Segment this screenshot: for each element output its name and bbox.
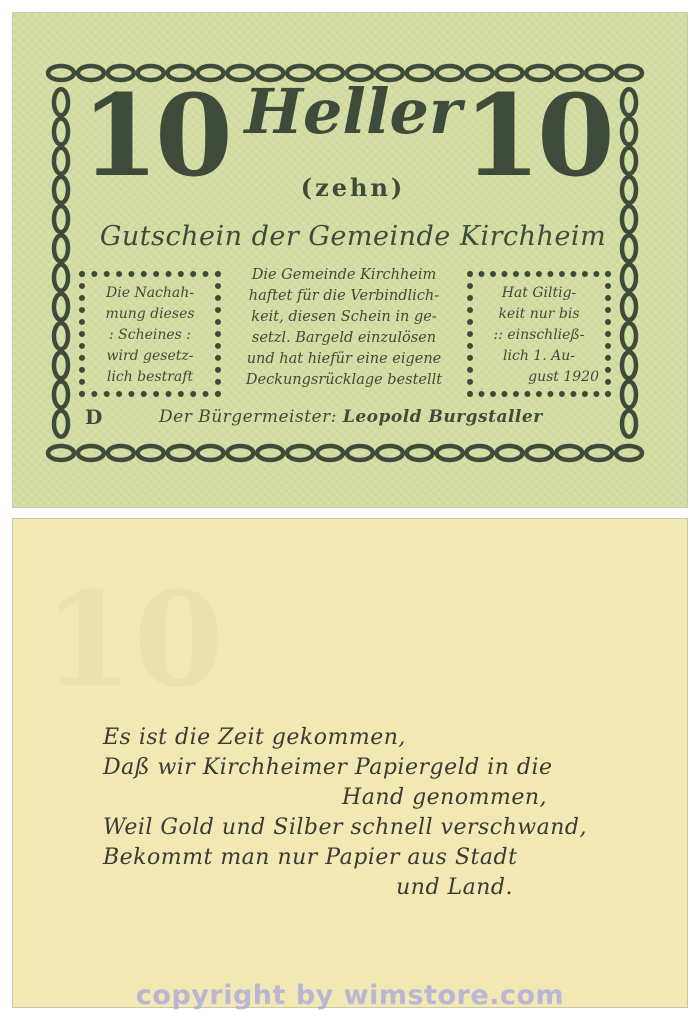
chain-link: [78, 446, 104, 460]
statement-line: Deckungsrücklage bestellt: [245, 372, 443, 388]
chain-link: [168, 446, 194, 460]
statement-line: haftet für die Verbindlich-: [248, 288, 440, 304]
chain-link: [54, 206, 68, 232]
chain-link: [317, 446, 343, 460]
chain-link: [616, 66, 642, 80]
statement-line: und hat hiefür eine eigene: [246, 351, 442, 367]
chain-link: [54, 411, 68, 437]
warning-line: : Scheines :: [108, 327, 192, 343]
show-through-ghost: 10: [43, 563, 224, 716]
poem-line: Es ist die Zeit gekommen,: [103, 725, 406, 750]
note-back: [12, 518, 688, 1008]
chain-link: [54, 89, 68, 115]
chain-link: [622, 352, 636, 378]
chain-link: [622, 118, 636, 144]
chain-link: [54, 352, 68, 378]
chain-link: [622, 382, 636, 408]
chain-link: [54, 382, 68, 408]
statement-line: keit, diesen Schein in ge-: [251, 309, 437, 325]
statement-line: Die Gemeinde Kirchheim: [251, 267, 437, 283]
warning-line: wird gesetz-: [106, 348, 194, 364]
warning-line: Die Nachah-: [106, 285, 194, 301]
chain-link: [257, 446, 283, 460]
chain-link: [377, 446, 403, 460]
chain-link: [622, 148, 636, 174]
chain-link: [54, 235, 68, 261]
liability-statement: [219, 263, 469, 405]
chain-link: [496, 446, 522, 460]
mayor-signature-line: [159, 407, 619, 427]
chain-link: [197, 446, 223, 460]
note-front: [12, 12, 688, 508]
chain-link: [54, 177, 68, 203]
chain-link: [622, 177, 636, 203]
chain-link: [54, 265, 68, 291]
poem-line: und Land.: [396, 875, 513, 900]
chain-link: [347, 446, 373, 460]
voucher-title: Gutschein der Gemeinde Kirchheim: [99, 221, 607, 252]
chain-link: [622, 323, 636, 349]
warning-line: lich bestraft: [106, 369, 194, 385]
chain-link: [54, 118, 68, 144]
chain-link: [407, 446, 433, 460]
copyright-watermark: copyright by wimstore.com: [135, 980, 565, 1011]
validity-line: gust 1920: [528, 369, 599, 385]
poem-line: Hand genommen,: [342, 785, 547, 810]
warning-line: mung dieses: [105, 306, 195, 322]
chain-link: [467, 446, 493, 460]
denomination-right: 10: [463, 71, 611, 202]
validity-line: lich 1. Au-: [503, 348, 575, 364]
currency-label: Heller: [244, 75, 462, 148]
chain-link: [54, 148, 68, 174]
chain-link: [287, 446, 313, 460]
chain-link: [108, 446, 134, 460]
chain-link: [54, 323, 68, 349]
chain-link: [616, 446, 642, 460]
poem-line: Bekommt man nur Papier aus Stadt: [103, 845, 518, 870]
chain-link: [54, 294, 68, 320]
chain-link: [437, 446, 463, 460]
chain-link: [622, 294, 636, 320]
validity-notice: [467, 271, 611, 397]
statement-line: setzl. Bargeld einzulösen: [251, 330, 437, 346]
validity-line: :: einschließ-: [493, 327, 585, 343]
denomination-left: 10: [81, 71, 229, 202]
amount-in-words: (zehn): [300, 173, 406, 202]
series-letter: D: [85, 405, 103, 429]
chain-link: [622, 411, 636, 437]
chain-link: [48, 66, 74, 80]
chain-link: [586, 446, 612, 460]
chain-link: [622, 265, 636, 291]
validity-line: Hat Giltig-: [501, 285, 577, 301]
chain-link: [227, 446, 253, 460]
chain-link: [526, 446, 552, 460]
chain-link: [48, 446, 74, 460]
chain-link: [556, 446, 582, 460]
poem-line: Weil Gold und Silber schnell verschwand,: [103, 815, 587, 840]
mayor-name: Leopold Burgstaller: [342, 407, 543, 427]
poem-line: Daß wir Kirchheimer Papiergeld in die: [103, 755, 553, 780]
chain-link: [622, 89, 636, 115]
chain-link: [138, 446, 164, 460]
validity-line: keit nur bis: [498, 306, 580, 322]
mayor-label: Der Bürgermeister:: [159, 407, 337, 427]
counterfeit-warning: [79, 271, 221, 397]
poem: [103, 723, 633, 903]
